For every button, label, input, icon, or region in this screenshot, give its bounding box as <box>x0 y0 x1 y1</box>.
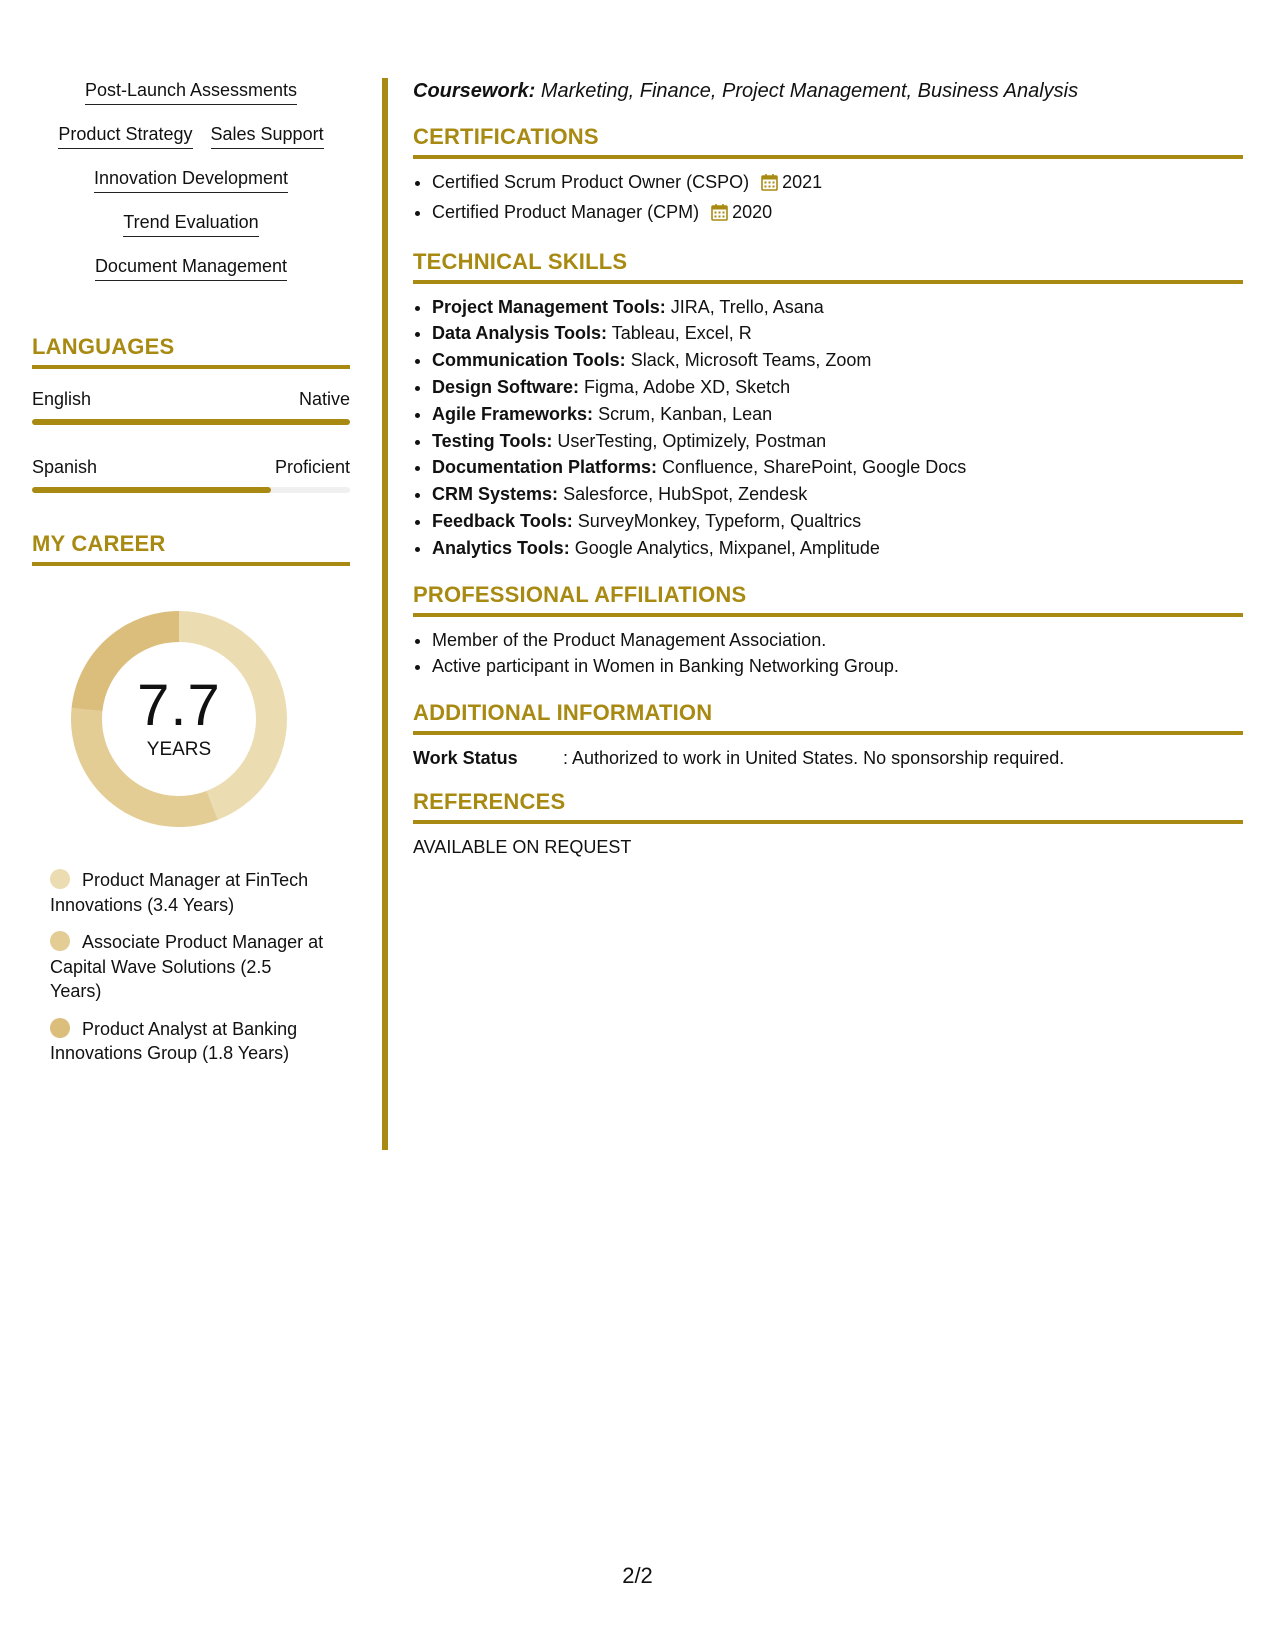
work-status-value: : Authorized to work in United States. No sponsorship required. <box>563 748 1065 769</box>
technical-skills-heading: TECHNICAL SKILLS <box>413 249 1243 284</box>
language-head <box>32 455 350 479</box>
technical-skill-value: Tableau, Excel, R <box>611 323 752 344</box>
skill-row <box>85 78 297 105</box>
technical-skill-label: Testing Tools: <box>432 430 553 451</box>
career-donut-chart <box>64 604 294 834</box>
technical-skills-section <box>413 249 1243 562</box>
technical-skill-value: Salesforce, HubSpot, Zendesk <box>563 484 808 505</box>
references-section <box>413 789 1243 860</box>
work-status-row <box>413 745 1243 771</box>
career-legend-item <box>50 1017 325 1066</box>
technical-skill-label: Feedback Tools: <box>432 510 573 531</box>
language-level-fill <box>32 487 271 493</box>
calendar-icon <box>761 172 778 199</box>
language-level-fill <box>32 419 350 425</box>
legend-dot-icon <box>50 931 70 951</box>
donut-center <box>64 604 294 834</box>
technical-skill-item <box>432 347 1243 374</box>
career-legend-label: Associate Product Manager at Capital Wave Solutions (2.5 Years) <box>50 932 324 1001</box>
career-total-years: 7.7 <box>137 673 221 738</box>
technical-skills-list <box>413 294 1243 562</box>
certification-year: 2021 <box>782 172 823 192</box>
references-text: AVAILABLE ON REQUEST <box>413 837 632 858</box>
technical-skill-value: JIRA, Trello, Asana <box>670 296 824 317</box>
skill-tag: Product Strategy <box>58 122 192 149</box>
legend-dot-icon <box>50 869 70 889</box>
technical-skill-item <box>432 428 1243 455</box>
technical-skill-value: SurveyMonkey, Typeform, Qualtrics <box>577 510 862 531</box>
career-legend-label: Product Analyst at Banking Innovations Group (1.8 Years) <box>50 1018 298 1063</box>
calendar-icon <box>711 202 728 229</box>
skill-tag: Post-Launch Assessments <box>85 78 297 105</box>
certifications-list <box>413 169 1243 229</box>
left-column <box>32 78 350 1079</box>
technical-skill-label: Design Software: <box>432 376 580 397</box>
career-legend-label: Product Manager at FinTech Innovations (3.4 Years) <box>50 870 309 915</box>
career-legend-item <box>50 930 325 1004</box>
technical-skill-item <box>432 401 1243 428</box>
language-item <box>32 455 350 493</box>
languages-section <box>32 334 350 493</box>
certifications-section <box>413 124 1243 229</box>
technical-skill-label: Analytics Tools: <box>432 537 570 558</box>
affiliation-item: • Member of the Product Management Association. <box>432 627 1243 654</box>
career-legend-item <box>50 868 325 917</box>
certification-item <box>432 169 1243 199</box>
skill-row <box>58 122 323 149</box>
coursework-label: Coursework: <box>413 80 536 102</box>
technical-skill-label: Documentation Platforms: <box>432 457 658 478</box>
skills-tags <box>32 78 350 298</box>
skill-tag: Document Management <box>95 254 287 281</box>
right-column <box>413 78 1243 860</box>
technical-skill-item <box>432 535 1243 562</box>
work-status-label: Work Status <box>413 748 518 769</box>
language-name: English <box>32 389 92 409</box>
career-total-unit: YEARS <box>146 739 212 760</box>
affiliation-item: • Active participant in Women in Banking Networking Group. <box>432 653 1243 680</box>
legend-dot-icon <box>50 1018 70 1038</box>
technical-skill-label: CRM Systems: <box>432 484 559 505</box>
technical-skill-value: Google Analytics, Mixpanel, Amplitude <box>574 537 880 558</box>
additional-info-section <box>413 700 1243 771</box>
references-heading: REFERENCES <box>413 789 1243 824</box>
technical-skill-item <box>432 374 1243 401</box>
skill-row <box>123 210 258 237</box>
language-head <box>32 387 350 411</box>
certification-name: Certified Scrum Product Owner (CSPO) <box>432 172 750 192</box>
career-heading: MY CAREER <box>32 531 350 566</box>
technical-skill-item <box>432 454 1243 481</box>
skill-tag: Trend Evaluation <box>123 210 258 237</box>
additional-info-heading: ADDITIONAL INFORMATION <box>413 700 1243 735</box>
technical-skill-value: UserTesting, Optimizely, Postman <box>557 430 827 451</box>
skill-row <box>95 254 287 281</box>
certification-name: Certified Product Manager (CPM) <box>432 201 700 222</box>
technical-skill-item <box>432 508 1243 535</box>
technical-skill-item <box>432 294 1243 321</box>
affiliations-heading: PROFESSIONAL AFFILIATIONS <box>413 582 1243 617</box>
language-level-bar <box>32 487 350 493</box>
page-number: 2/2 <box>622 1563 653 1588</box>
language-name: Spanish <box>32 457 98 477</box>
technical-skill-label: Communication Tools: <box>432 350 626 371</box>
language-level: Proficient <box>274 457 350 477</box>
technical-skill-value: Figma, Adobe XD, Sketch <box>584 376 791 397</box>
technical-skill-label: Agile Frameworks: <box>432 403 594 424</box>
career-legend <box>50 868 325 1066</box>
technical-skill-value: Confluence, SharePoint, Google Docs <box>662 457 967 478</box>
skill-row <box>94 166 288 193</box>
technical-skill-item <box>432 320 1243 347</box>
affiliations-list <box>413 627 1243 681</box>
technical-skill-value: Slack, Microsoft Teams, Zoom <box>630 350 872 371</box>
coursework-line <box>413 78 1243 104</box>
column-divider <box>382 78 388 1150</box>
certification-item <box>432 199 1243 229</box>
certifications-heading: CERTIFICATIONS <box>413 124 1243 159</box>
skill-tag: Sales Support <box>211 122 324 149</box>
coursework-value: Marketing, Finance, Project Management, Business Analysis <box>540 80 1079 102</box>
technical-skill-value: Scrum, Kanban, Lean <box>598 403 773 424</box>
language-item <box>32 387 350 425</box>
career-section <box>32 531 350 1066</box>
languages-list <box>32 387 350 493</box>
languages-heading: LANGUAGES <box>32 334 350 369</box>
affiliations-section <box>413 582 1243 681</box>
technical-skill-item <box>432 481 1243 508</box>
technical-skill-label: Data Analysis Tools: <box>432 323 608 344</box>
language-level: Native <box>298 389 350 409</box>
skill-tag: Innovation Development <box>94 166 288 193</box>
language-level-bar <box>32 419 350 425</box>
technical-skill-label: Project Management Tools: <box>432 296 666 317</box>
certification-year: 2020 <box>732 201 773 222</box>
